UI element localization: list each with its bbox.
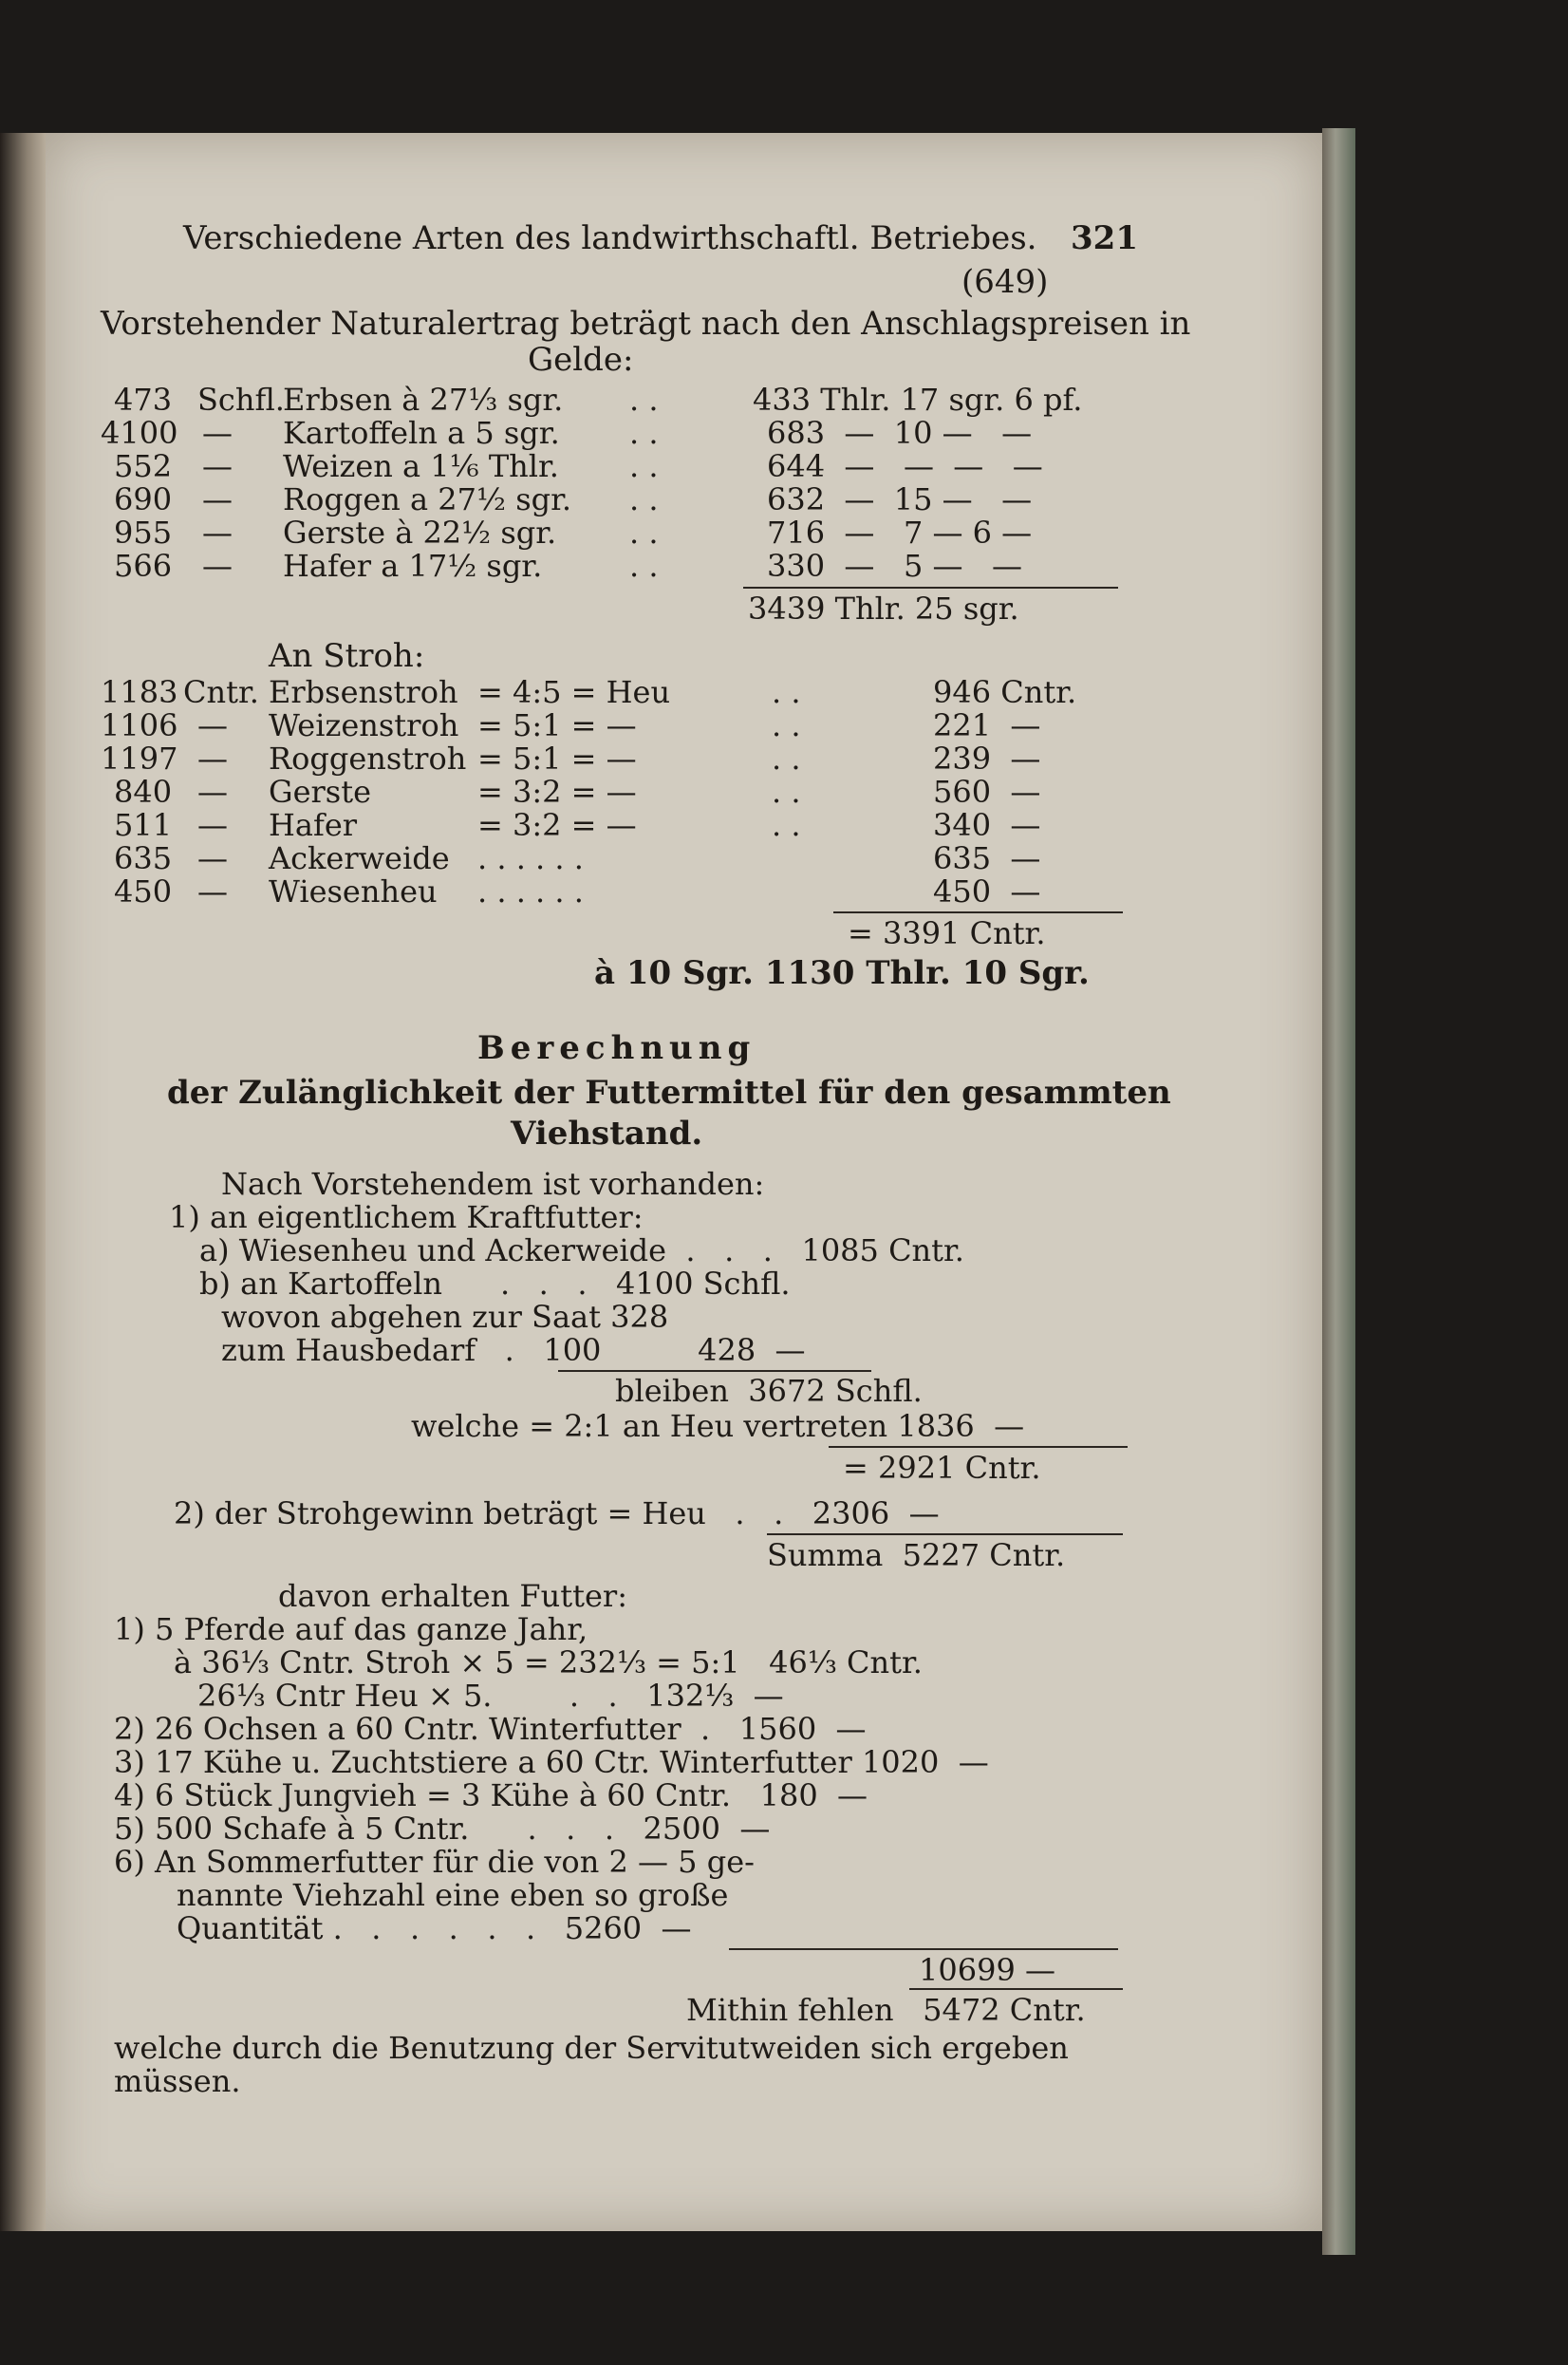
row-qty: 1197 xyxy=(101,741,178,777)
row-amount: 683 — 10 — — xyxy=(767,415,1033,451)
straw-total: = 3391 Cntr. xyxy=(848,915,1046,951)
row-dots: . . xyxy=(629,515,659,551)
row-amount: 632 — 15 — — xyxy=(767,481,1033,517)
row-ratio: = 3:2 = — xyxy=(477,774,637,810)
calc-line: davon erhalten Futter: xyxy=(278,1578,627,1614)
row-item: Erbsen à 27⅓ sgr. xyxy=(283,382,564,418)
calc-line: Quantität . . . . . . 5260 — xyxy=(177,1910,692,1946)
row-dots: . . xyxy=(629,448,659,484)
row-item: Ackerweide xyxy=(269,840,450,876)
calc-line: wovon abgehen zur Saat 328 xyxy=(221,1299,669,1335)
row-amount: 433 Thlr. 17 sgr. 6 pf. xyxy=(753,382,1083,418)
calc-title: Berechnung xyxy=(477,1029,756,1067)
row-ratio: = 4:5 = Heu xyxy=(477,674,671,710)
row-qty: 450 xyxy=(114,873,173,910)
row-qty: 1183 xyxy=(101,674,178,710)
sum-rule xyxy=(909,1988,1123,1990)
row-item: Roggenstroh xyxy=(269,741,467,777)
calc-line: b) an Kartoffeln . . . 4100 Schfl. xyxy=(199,1266,791,1302)
intro-line-1: Vorstehender Naturalertrag beträgt nach den Anschlagspreisen in xyxy=(101,305,1191,343)
calc-line: bleiben 3672 Schfl. xyxy=(615,1373,923,1409)
row-unit: — xyxy=(197,840,228,876)
calc-line: 1) 5 Pferde auf das ganze Jahr, xyxy=(114,1611,588,1647)
row-item: Weizen a 1⅙ Thlr. xyxy=(283,448,559,484)
row-item: Gerste à 22½ sgr. xyxy=(283,515,557,551)
row-dots: . . xyxy=(772,707,801,743)
row-unit: — xyxy=(197,774,228,810)
running-title: Verschiedene Arten des landwirthschaftl. Betriebes. xyxy=(183,219,1037,257)
row-qty: 840 xyxy=(114,774,173,810)
calc-line: à 36⅓ Cntr. Stroh × 5 = 232⅓ = 5:1 46⅓ Cntr. xyxy=(174,1644,923,1680)
calc-line: 3) 17 Kühe u. Zuchtstiere a 60 Ctr. Winterfutter 1020 — xyxy=(114,1744,989,1780)
row-dots: . . xyxy=(629,415,659,451)
row-qty: 511 xyxy=(114,807,173,843)
page-fore-edge xyxy=(1322,128,1355,2255)
section-number: (649) xyxy=(961,263,1049,301)
row-amount: 635 — xyxy=(933,840,1041,876)
row-ratio: . . . . . . xyxy=(477,840,584,876)
row-ratio: = 3:2 = — xyxy=(477,807,637,843)
row-ratio: = 5:1 = — xyxy=(477,707,637,743)
calc-line: 10699 — xyxy=(919,1952,1055,1988)
sum-rule xyxy=(829,1446,1128,1448)
row-unit: Cntr. xyxy=(183,674,259,710)
sum-rule xyxy=(833,911,1123,913)
row-item: Wiesenheu xyxy=(269,873,438,910)
row-amount: 221 — xyxy=(933,707,1041,743)
calc-line: 5) 500 Schafe à 5 Cntr. . . . 2500 — xyxy=(114,1811,771,1847)
row-dots: . . xyxy=(772,807,801,843)
row-amount: 239 — xyxy=(933,741,1041,777)
row-dots: . . xyxy=(629,382,659,418)
row-dots: . . xyxy=(629,481,659,517)
row-item: Weizenstroh xyxy=(269,707,459,743)
row-unit: — xyxy=(202,415,233,451)
calc-line: Nach Vorstehendem ist vorhanden: xyxy=(221,1166,765,1202)
row-item: Kartoffeln a 5 sgr. xyxy=(283,415,560,451)
row-amount: 340 — xyxy=(933,807,1041,843)
sum-rule xyxy=(743,587,1118,589)
row-dots: . . xyxy=(772,741,801,777)
row-unit: — xyxy=(202,481,233,517)
calc-line: 4) 6 Stück Jungvieh = 3 Kühe à 60 Cntr. 180 — xyxy=(114,1777,868,1813)
row-item: Gerste xyxy=(269,774,372,810)
calc-line: a) Wiesenheu und Ackerweide . . . 1085 Cntr. xyxy=(199,1232,964,1268)
row-qty: 473 xyxy=(114,382,173,418)
calc-line: 1) an eigentlichem Kraftfutter: xyxy=(169,1199,644,1235)
calc-line: müssen. xyxy=(114,2063,241,2099)
calc-line: 26⅓ Cntr Heu × 5. . . 132⅓ — xyxy=(197,1678,784,1714)
row-item: Hafer xyxy=(269,807,358,843)
row-ratio: = 5:1 = — xyxy=(477,741,637,777)
straw-heading: An Stroh: xyxy=(269,637,425,675)
calc-line: 2) der Strohgewinn beträgt = Heu . . 2306 — xyxy=(174,1495,940,1531)
row-unit: — xyxy=(197,807,228,843)
page-number: 321 xyxy=(1071,219,1138,257)
row-item: Erbsenstroh xyxy=(269,674,458,710)
row-amount: 716 — 7 — 6 — xyxy=(767,515,1033,551)
row-unit: — xyxy=(197,741,228,777)
row-amount: 330 — 5 — — xyxy=(767,548,1022,584)
row-qty: 4100 xyxy=(101,415,178,451)
row-dots: . . xyxy=(772,674,801,710)
row-amount: 946 Cntr. xyxy=(933,674,1077,710)
calc-line: 6) An Sommerfutter für die von 2 — 5 ge- xyxy=(114,1844,755,1880)
row-item: Roggen a 27½ sgr. xyxy=(283,481,572,517)
calc-subtitle-2: Viehstand. xyxy=(511,1115,703,1153)
row-unit: — xyxy=(202,448,233,484)
calc-line: zum Hausbedarf . 100 428 — xyxy=(221,1332,806,1368)
book-page xyxy=(46,133,1322,2231)
row-dots: . . xyxy=(772,774,801,810)
row-unit: Schfl. xyxy=(197,382,285,418)
row-amount: 644 — — — — xyxy=(767,448,1043,484)
calc-subtitle-1: der Zulänglichkeit der Futtermittel für den gesammten xyxy=(167,1074,1171,1112)
row-unit: — xyxy=(202,548,233,584)
row-item: Hafer a 17½ sgr. xyxy=(283,548,543,584)
sum-rule xyxy=(767,1533,1123,1535)
row-dots: . . xyxy=(629,548,659,584)
row-unit: — xyxy=(197,873,228,910)
book-spine-edge xyxy=(0,133,46,2231)
calc-line: Mithin fehlen 5472 Cntr. xyxy=(686,1992,1086,2028)
calc-line: nannte Viehzahl eine eben so große xyxy=(177,1877,729,1913)
sum-rule xyxy=(729,1948,1118,1950)
row-qty: 566 xyxy=(114,548,173,584)
row-unit: — xyxy=(197,707,228,743)
row-qty: 1106 xyxy=(101,707,178,743)
row-qty: 955 xyxy=(114,515,173,551)
row-unit: — xyxy=(202,515,233,551)
calc-line: welche durch die Benutzung der Servitutweiden sich ergeben xyxy=(114,2030,1069,2066)
row-amount: 450 — xyxy=(933,873,1041,910)
calc-line: Summa 5227 Cntr. xyxy=(767,1537,1066,1573)
calc-line: 2) 26 Ochsen a 60 Cntr. Winterfutter . 1560 — xyxy=(114,1711,867,1747)
row-qty: 552 xyxy=(114,448,173,484)
straw-value: à 10 Sgr. 1130 Thlr. 10 Sgr. xyxy=(594,954,1090,992)
row-qty: 690 xyxy=(114,481,173,517)
row-qty: 635 xyxy=(114,840,173,876)
intro-line-2: Gelde: xyxy=(528,341,634,379)
row-ratio: . . . . . . xyxy=(477,873,584,910)
row-amount: 560 — xyxy=(933,774,1041,810)
calc-line: welche = 2:1 an Heu vertreten 1836 — xyxy=(411,1408,1025,1444)
grain-total: 3439 Thlr. 25 sgr. xyxy=(748,591,1019,627)
sum-rule xyxy=(558,1370,871,1372)
calc-line: = 2921 Cntr. xyxy=(843,1450,1041,1486)
